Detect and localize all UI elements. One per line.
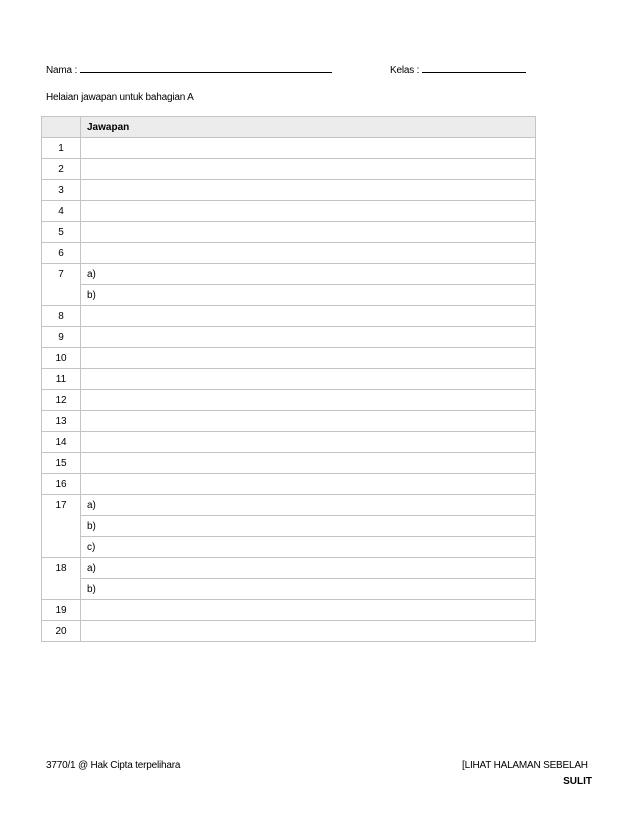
question-number: 3 xyxy=(42,180,81,201)
table-row xyxy=(42,537,536,558)
answer-cell[interactable] xyxy=(81,327,536,348)
table-row xyxy=(42,411,536,432)
table-row xyxy=(42,138,536,159)
question-number: 2 xyxy=(42,159,81,180)
table-row xyxy=(42,327,536,348)
answer-table xyxy=(41,116,536,642)
table-row xyxy=(42,180,536,201)
table-row xyxy=(42,369,536,390)
table-row xyxy=(42,432,536,453)
kelas-label: Kelas : xyxy=(390,65,420,76)
footer-sulit-label: SULIT xyxy=(563,776,592,787)
answer-cell[interactable]: a) xyxy=(81,264,536,285)
question-number: 9 xyxy=(42,327,81,348)
answer-cell[interactable] xyxy=(81,306,536,327)
table-row xyxy=(42,348,536,369)
answer-cell[interactable] xyxy=(81,348,536,369)
answer-cell[interactable] xyxy=(81,138,536,159)
table-row xyxy=(42,264,536,285)
answer-cell[interactable] xyxy=(81,474,536,495)
table-row xyxy=(42,285,536,306)
table-row xyxy=(42,558,536,579)
table-row xyxy=(42,621,536,642)
question-number: 7 xyxy=(42,264,81,306)
question-number: 20 xyxy=(42,621,81,642)
table-row xyxy=(42,222,536,243)
answer-cell[interactable] xyxy=(81,243,536,264)
question-number: 11 xyxy=(42,369,81,390)
table-row xyxy=(42,453,536,474)
answer-cell[interactable] xyxy=(81,453,536,474)
answer-cell[interactable]: c) xyxy=(81,537,536,558)
question-number: 8 xyxy=(42,306,81,327)
footer-copyright: 3770/1 @ Hak Cipta terpelihara xyxy=(46,760,181,771)
answer-cell[interactable]: b) xyxy=(81,516,536,537)
answer-table-body xyxy=(42,138,536,642)
question-number: 10 xyxy=(42,348,81,369)
answer-cell[interactable] xyxy=(81,600,536,621)
question-number: 12 xyxy=(42,390,81,411)
question-number: 15 xyxy=(42,453,81,474)
answer-cell[interactable] xyxy=(81,201,536,222)
nama-label: Nama : xyxy=(46,65,78,76)
nama-field xyxy=(46,64,332,76)
answer-cell[interactable]: b) xyxy=(81,285,536,306)
table-row xyxy=(42,159,536,180)
table-row xyxy=(42,579,536,600)
table-row xyxy=(42,390,536,411)
answer-cell[interactable] xyxy=(81,180,536,201)
answer-cell[interactable]: a) xyxy=(81,558,536,579)
section-subtitle: Helaian jawapan untuk bahagian A xyxy=(46,92,194,103)
table-row xyxy=(42,495,536,516)
number-column-header xyxy=(42,117,81,138)
question-number: 14 xyxy=(42,432,81,453)
table-row xyxy=(42,600,536,621)
answer-cell[interactable] xyxy=(81,390,536,411)
jawapan-column-header: Jawapan xyxy=(81,117,536,138)
table-row xyxy=(42,306,536,327)
answer-cell[interactable] xyxy=(81,159,536,180)
answer-cell[interactable] xyxy=(81,411,536,432)
table-row xyxy=(42,474,536,495)
question-number: 17 xyxy=(42,495,81,558)
question-number: 13 xyxy=(42,411,81,432)
answer-cell[interactable] xyxy=(81,222,536,243)
question-number: 18 xyxy=(42,558,81,600)
question-number: 4 xyxy=(42,201,81,222)
answer-cell[interactable]: a) xyxy=(81,495,536,516)
table-row xyxy=(42,516,536,537)
answer-cell[interactable] xyxy=(81,432,536,453)
kelas-blank-line[interactable] xyxy=(422,64,526,73)
question-number: 19 xyxy=(42,600,81,621)
table-row xyxy=(42,243,536,264)
answer-cell[interactable] xyxy=(81,621,536,642)
nama-blank-line[interactable] xyxy=(80,64,332,73)
answer-cell[interactable]: b) xyxy=(81,579,536,600)
answer-cell[interactable] xyxy=(81,369,536,390)
table-header-row xyxy=(42,117,536,138)
kelas-field xyxy=(390,64,526,76)
question-number: 5 xyxy=(42,222,81,243)
question-number: 1 xyxy=(42,138,81,159)
footer-next-page-note: [LIHAT HALAMAN SEBELAH xyxy=(462,760,588,771)
table-row xyxy=(42,201,536,222)
question-number: 16 xyxy=(42,474,81,495)
question-number: 6 xyxy=(42,243,81,264)
